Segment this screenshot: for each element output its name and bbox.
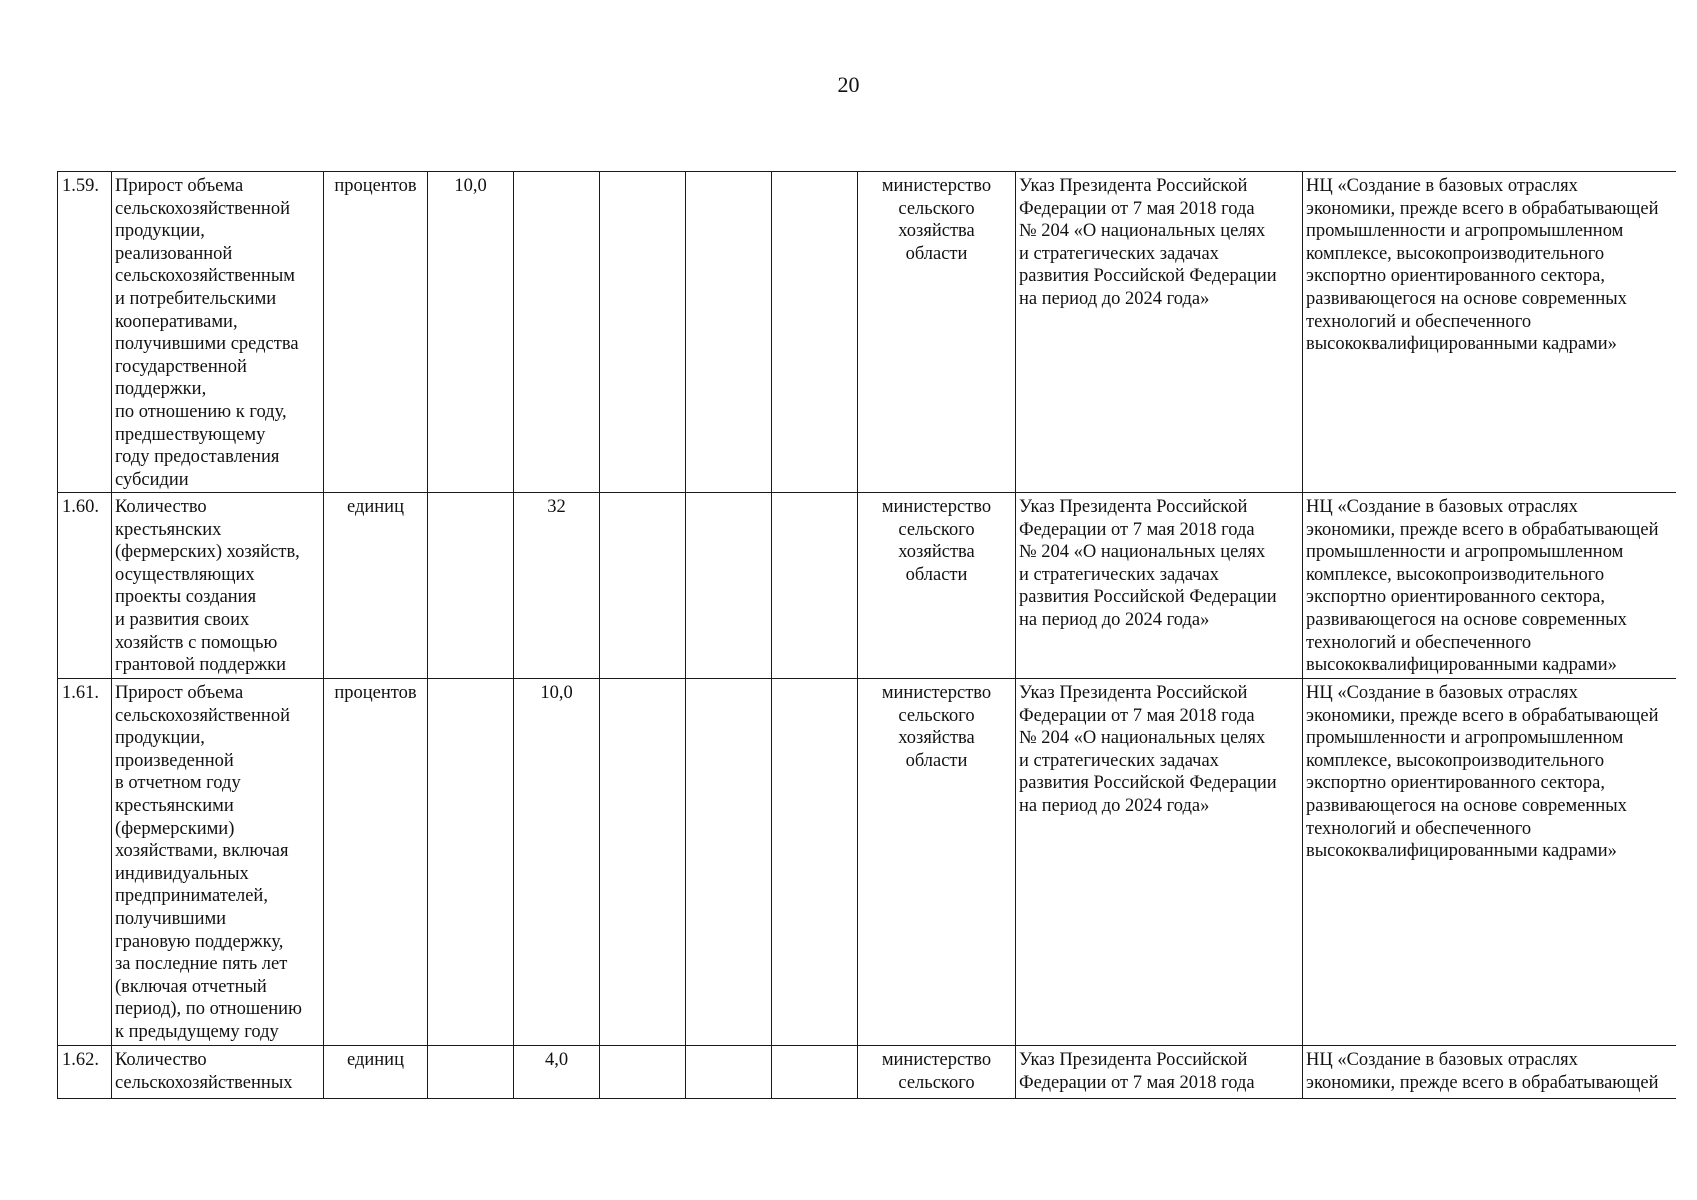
value-cell-5 [772,493,858,679]
value-cell-1 [428,493,514,679]
row-number: 1.61. [58,679,112,1046]
responsible-cell: министерство сельского хозяйства области [858,172,1016,493]
table-row [58,679,1677,1046]
indicators-table-wrapper [57,171,1676,1102]
goal-cell: НЦ «Создание в базовых отраслях экономики, прежде всего в обрабатывающей промышленности и агропромышленном комплексе, высокопроизводительного экспортно ориентированного сектора, развивающегося на основе современных технологий и обеспеченного высококвалифицированными кадрами» [1303,172,1677,493]
row-number: 1.59. [58,172,112,493]
decree-cell: Указ Президента Российской Федерации от 7 мая 2018 года [1016,1046,1303,1099]
row-number: 1.60. [58,493,112,679]
responsible-cell: министерство сельского хозяйства области [858,493,1016,679]
value-cell-2: 32 [514,493,600,679]
value-cell-1: 10,0 [428,172,514,493]
value-cell-4 [686,172,772,493]
table-row [58,172,1677,493]
value-cell-2: 4,0 [514,1046,600,1099]
unit-cell: процентов [324,172,428,493]
indicator-name: Прирост объема сельскохозяйственной продукции, реализованной сельскохозяйственным и потребительскими кооперативами, получившими средства государственной поддержки, по отношению к году, предшествующему году предоставления субсидии [112,172,324,493]
indicator-name: Количество крестьянских (фермерских) хозяйств, осуществляющих проекты создания и развития своих хозяйств с помощью грантовой поддержки [112,493,324,679]
table-row [58,493,1677,679]
unit-cell: единиц [324,1046,428,1099]
page-number: 20 [837,72,860,97]
value-cell-5 [772,1046,858,1099]
value-cell-4 [686,1046,772,1099]
responsible-cell: министерство сельского хозяйства области [858,679,1016,1046]
responsible-cell: министерство сельского [858,1046,1016,1099]
value-cell-1 [428,679,514,1046]
value-cell-2 [514,172,600,493]
indicator-name: Прирост объема сельскохозяйственной продукции, произведенной в отчетном году крестьянскими (фермерскими) хозяйствами, включая индивидуальных предпринимателей, получившими грановую поддержку, за последние пять лет (включая отчетный период), по отношению к предыдущему году [112,679,324,1046]
table-row [58,1046,1677,1099]
value-cell-3 [600,679,686,1046]
value-cell-3 [600,493,686,679]
unit-cell: процентов [324,679,428,1046]
decree-cell: Указ Президента Российской Федерации от 7 мая 2018 года № 204 «О национальных целях и стратегических задачах развития Российской Федерации на период до 2024 года» [1016,679,1303,1046]
value-cell-2: 10,0 [514,679,600,1046]
value-cell-1 [428,1046,514,1099]
value-cell-3 [600,1046,686,1099]
row-number: 1.62. [58,1046,112,1099]
indicator-name: Количество сельскохозяйственных [112,1046,324,1099]
indicators-table [57,171,1676,1099]
decree-cell: Указ Президента Российской Федерации от 7 мая 2018 года № 204 «О национальных целях и стратегических задачах развития Российской Федерации на период до 2024 года» [1016,493,1303,679]
goal-cell: НЦ «Создание в базовых отраслях экономики, прежде всего в обрабатывающей [1303,1046,1677,1099]
value-cell-4 [686,493,772,679]
goal-cell: НЦ «Создание в базовых отраслях экономики, прежде всего в обрабатывающей промышленности и агропромышленном комплексе, высокопроизводительного экспортно ориентированного сектора, развивающегося на основе современных технологий и обеспеченного высококвалифицированными кадрами» [1303,679,1677,1046]
value-cell-5 [772,679,858,1046]
value-cell-5 [772,172,858,493]
value-cell-3 [600,172,686,493]
decree-cell: Указ Президента Российской Федерации от 7 мая 2018 года № 204 «О национальных целях и стратегических задачах развития Российской Федерации на период до 2024 года» [1016,172,1303,493]
value-cell-4 [686,679,772,1046]
unit-cell: единиц [324,493,428,679]
goal-cell: НЦ «Создание в базовых отраслях экономики, прежде всего в обрабатывающей промышленности и агропромышленном комплексе, высокопроизводительного экспортно ориентированного сектора, развивающегося на основе современных технологий и обеспеченного высококвалифицированными кадрами» [1303,493,1677,679]
